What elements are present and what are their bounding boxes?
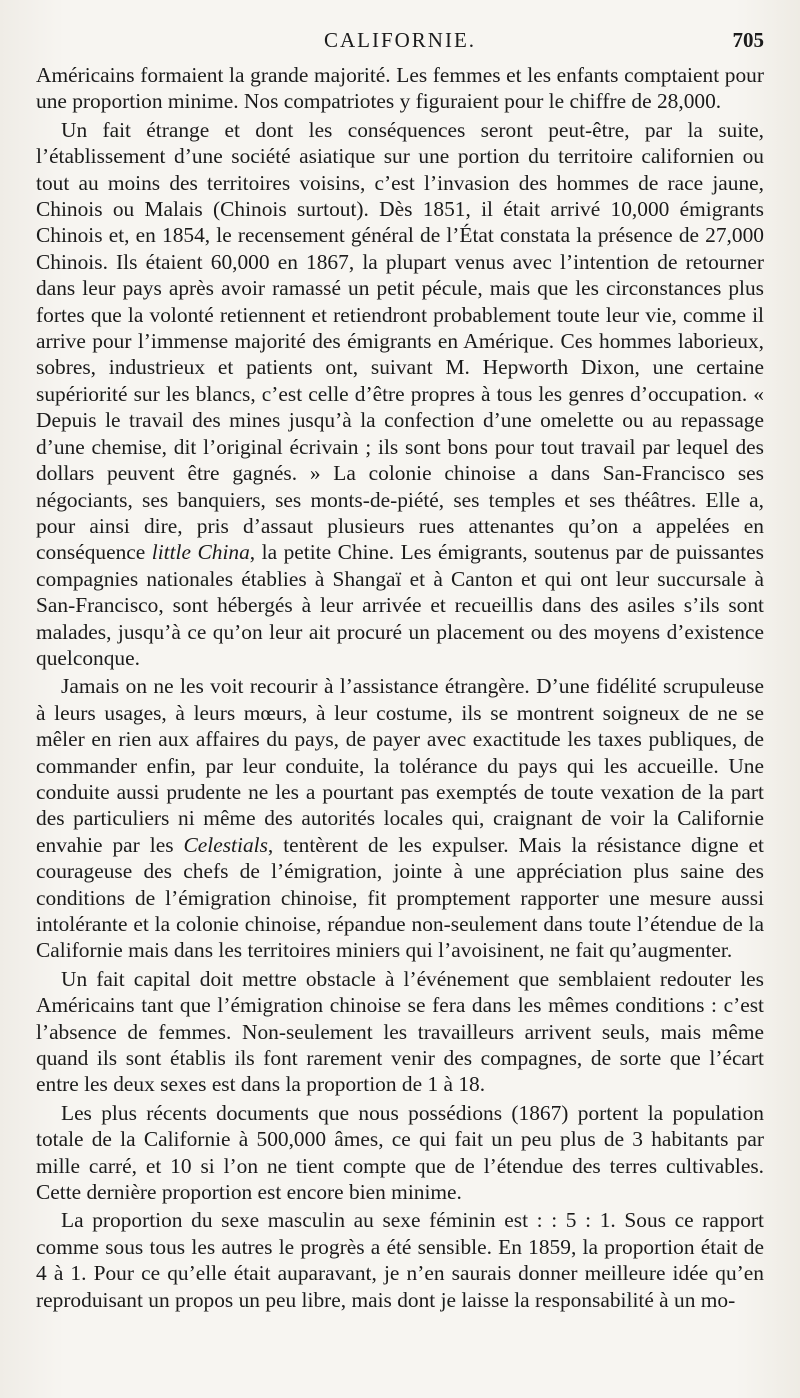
paragraph-text: Jamais on ne les voit recourir à l’assistance étrangère. D’une fidélité scrupuleuse à leurs usages, à leurs mœurs, à leur costume, ils se montrent soigneux de ne se mêler en rien aux affaires du pays, de payer avec exactitude les taxes publiques, de commander enfin, par leur conduite, la tolérance du pays qui les accueille. Une conduite aussi prudente ne les a pourtant pas exemptés de toute vexation de la part des particuliers ni même des autorités locales qui, craignant de voir la Californie envahie par les (36, 674, 764, 857)
body-text (36, 62, 764, 1313)
paragraph-text: , tentèrent de les expulser. Mais la résistance digne et courageuse des chefs de l’émigration, jointe à une appréciation plus saine des conditions de l’émigration chinoise, fit promptement rapporter une mesure aussi intolérante et la colonie chinoise, répandue non-seulement dans toute l’étendue de la Californie mais dans les territoires miniers qui l’avoisinent, ne fait qu’augmenter. (36, 832, 764, 963)
running-title: CALIFORNIE. (323, 28, 477, 52)
paragraph-5 (36, 1100, 764, 1206)
paragraph-text: Les plus récents documents que nous possédions (1867) portent la population totale de la Californie à 500,000 âmes, ce qui fait un peu plus de 3 habitants par mille carré, et 10 si l’on ne tient compte que de l’étendue des terres cultivables. Cette dernière proportion est encore bien minime. (36, 1100, 764, 1205)
paragraph-4 (36, 966, 764, 1098)
page-header (36, 28, 764, 58)
paragraph-text: , la petite Chine. Les émigrants, soutenus par de puissantes compagnies nationales établies à Shangaï et à Canton et qui ont leur succursale à San-Francisco, sont hébergés à leur arrivée et recueillis dans des asiles s’ils sont malades, jusqu’à ce qu’on leur ait procuré un placement ou des moyens d’existence quelconque. (36, 540, 764, 670)
paragraph-text: Américains formaient la grande majorité. Les femmes et les enfants comptaient pour une proportion minime. Nos compatriotes y figuraient pour le chiffre de 28,000. (36, 63, 764, 114)
paragraph-6 (36, 1207, 764, 1313)
italic-term-little-china: little China (151, 540, 250, 565)
paragraph-text: Un fait capital doit mettre obstacle à l’événement que semblaient redouter les Américains tant que l’émigration chinoise se fera dans les mêmes conditions : c’est l’absence de femmes. Non-seulement les travailleurs arrivent seuls, mais même quand ils sont établis ils font rarement venir des compagnes, de sorte que l’écart entre les deux sexes est dans la proportion de 1 à 18. (36, 966, 764, 1097)
paragraph-1 (36, 62, 764, 115)
paragraph-3 (36, 673, 764, 963)
paragraph-text: La proportion du sexe masculin au sexe féminin est : : 5 : 1. Sous ce rapport comme sous tous les autres le progrès a été sensible. En 1859, la proportion était de 4 à 1. Pour ce qu’elle était auparavant, je n’en saurais donner meilleure idée qu’en reproduisant un propos un peu libre, mais dont je laisse la responsabilité à un mo- (36, 1208, 764, 1312)
paragraph-text: Un fait étrange et dont les conséquences seront peut-être, par la suite, l’établissement d’une société asiatique sur une portion du territoire californien ou tout au moins des territoires voisins, c’est l’invasion des hommes de race jaune, Chinois ou Malais (Chinois surtout). Dès 1851, il était arrivé 10,000 émigrants Chinois et, en 1854, le recensement général de l’État constata la présence de 27,000 Chinois. Ils étaient 60,000 en 1867, la plupart venus avec l’intention de retourner dans leur pays après avoir ramassé un petit pécule, mais que les circonstances plus fortes que la volonté retiennent et retiendront probablement toute leur vie, comme il arrive pour l’immense majorité des émigrants en Amérique. Ces hommes laborieux, sobres, industrieux et patients ont, suivant M. Hepworth Dixon, une certaine supériorité sur les blancs, c’est celle d’être propres à tous les genres d’occupation. « Depuis le travail des mines jusqu’à la confection d’une omelette ou au repassage d’une chemise, dit l’original écrivain ; ils sont bons pour tout travail par lequel des dollars peuvent être gagnés. » La colonie chinoise a dans San-Francisco ses négociants, ses banquiers, ses monts-de-piété, ses temples et ses théâtres. Elle a, pour ainsi dire, pris d’assaut plusieurs rues attenantes qu’on a appelées en conséquence (36, 117, 764, 565)
italic-term-celestials: Celestials (183, 832, 268, 857)
page-number: 705 (732, 28, 764, 52)
paragraph-2 (36, 117, 764, 672)
